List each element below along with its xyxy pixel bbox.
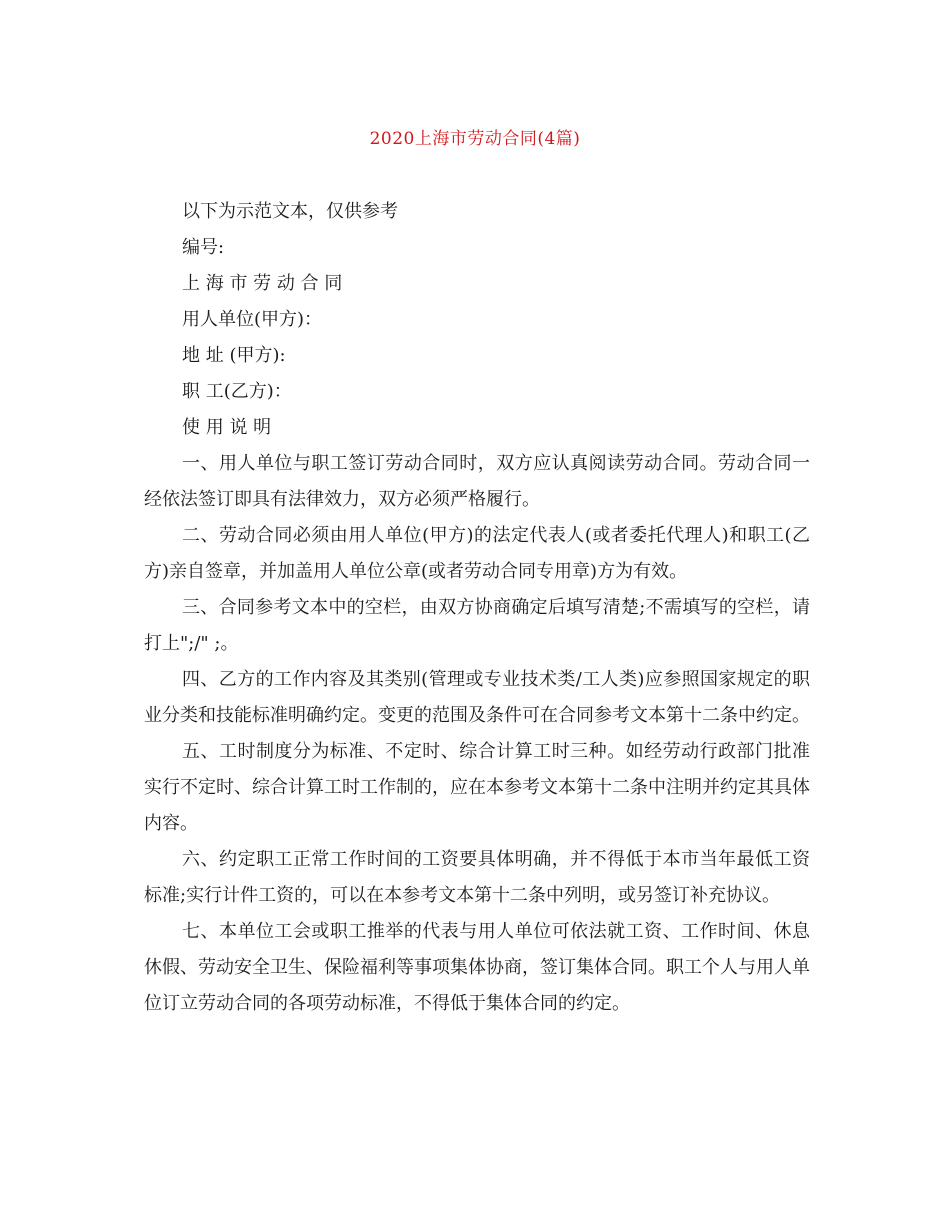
- document-title: 2020上海市劳动合同(4篇): [369, 129, 581, 149]
- number-label: 编号:: [182, 237, 225, 258]
- instruction-paragraph-3: 三、合同参考文本中的空栏，由双方协商确定后填写清楚;不需填写的空栏，请打上";/" ;。: [144, 597, 810, 654]
- instruction-paragraph-5: 五、工时制度分为标准、不定时、综合计算工时三种。如经劳动行政部门批准实行不定时、综合计算工时工作制的，应在本参考文本第十二条中注明并约定其具体内容。: [144, 741, 810, 834]
- employer-label: 用人单位(甲方)：: [182, 309, 323, 330]
- instructions-heading: 使 用 说 明: [182, 417, 272, 438]
- instruction-paragraph-2: 二、劳动合同必须由用人单位(甲方)的法定代表人(或者委托代理人)和职工(乙方)亲自签章，并加盖用人单位公章(或者劳动合同专用章)方为有效。: [144, 525, 810, 582]
- instruction-paragraph-1: 一、用人单位与职工签订劳动合同时，双方应认真阅读劳动合同。劳动合同一经依法签订即具有法律效力，双方必须严格履行。: [144, 453, 810, 510]
- instruction-paragraph-4: 四、乙方的工作内容及其类别(管理或专业技术类/工人类)应参照国家规定的职业分类和技能标准明确约定。变更的范围及条件可在合同参考文本第十二条中约定。: [144, 669, 810, 726]
- sample-notice: 以下为示范文本，仅供参考: [182, 201, 398, 222]
- employee-label: 职 工(乙方)：: [182, 381, 292, 402]
- address-label: 地 址 (甲方):: [182, 345, 286, 366]
- contract-heading: 上 海 市 劳 动 合 同: [182, 273, 343, 294]
- instruction-paragraph-6: 六、约定职工正常工作时间的工资要具体明确，并不得低于本市当年最低工资标准;实行计件工资的，可以在本参考文本第十二条中列明，或另签订补充协议。: [144, 849, 810, 906]
- document-body: [144, 194, 810, 1022]
- instruction-paragraph-7: 七、本单位工会或职工推举的代表与用人单位可依法就工资、工作时间、休息休假、劳动安全卫生、保险福利等事项集体协商，签订集体合同。职工个人与用人单位订立劳动合同的各项劳动标准，不得低于集体合同的约定。: [144, 921, 810, 1014]
